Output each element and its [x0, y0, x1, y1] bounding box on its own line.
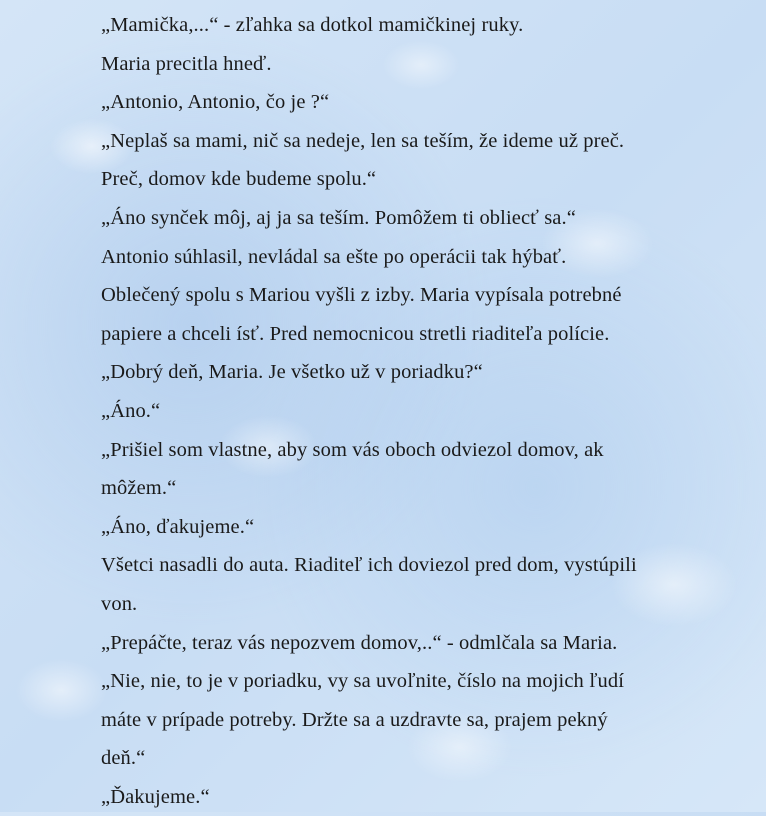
text-line: „Nie, nie, to je v poriadku, vy sa uvoľnite, číslo na mojich ľudí	[101, 670, 625, 693]
text-line: „Neplaš sa mami, nič sa nedeje, len sa teším, že ideme už preč.	[101, 129, 625, 152]
text-line: „Antonio, Antonio, čo je ?“	[101, 91, 330, 114]
text-line: Preč, domov kde budeme spolu.“	[101, 168, 377, 191]
text-line: „Áno, ďakujeme.“	[101, 515, 255, 538]
text-line: môžem.“	[101, 477, 177, 500]
document-page	[101, 6, 741, 816]
text-line: „Ďakujeme.“	[101, 785, 210, 808]
text-line: „Dobrý deň, Maria. Je všetko už v poriadku?“	[101, 361, 483, 384]
text-line: Maria precitla hneď.	[101, 52, 272, 75]
text-line: „Prepáčte, teraz vás nepozvem domov,..“ - odmlčala sa Maria.	[101, 631, 618, 654]
text-line: „Mamička,...“ - zľahka sa dotkol mamičkinej ruky.	[101, 14, 524, 36]
text-line: Všetci nasadli do auta. Riaditeľ ich doviezol pred dom, vystúpili	[101, 554, 637, 577]
text-line: Oblečený spolu s Mariou vyšli z izby. Maria vypísala potrebné	[101, 284, 622, 307]
text-line: „Áno.“	[101, 399, 161, 422]
text-line: Antonio súhlasil, nevládal sa ešte po operácii tak hýbať.	[101, 245, 567, 268]
text-line: „Prišiel som vlastne, aby som vás oboch odviezol domov, ak	[101, 438, 604, 461]
text-line: von.	[101, 592, 138, 615]
text-line: deň.“	[101, 747, 146, 770]
text-line: papiere a chceli ísť. Pred nemocnicou stretli riaditeľa polície.	[101, 322, 610, 345]
text-line: „Áno synček môj, aj ja sa teším. Pomôžem ti obliecť sa.“	[101, 206, 576, 229]
text-line: máte v prípade potreby. Držte sa a uzdravte sa, prajem pekný	[101, 708, 608, 731]
